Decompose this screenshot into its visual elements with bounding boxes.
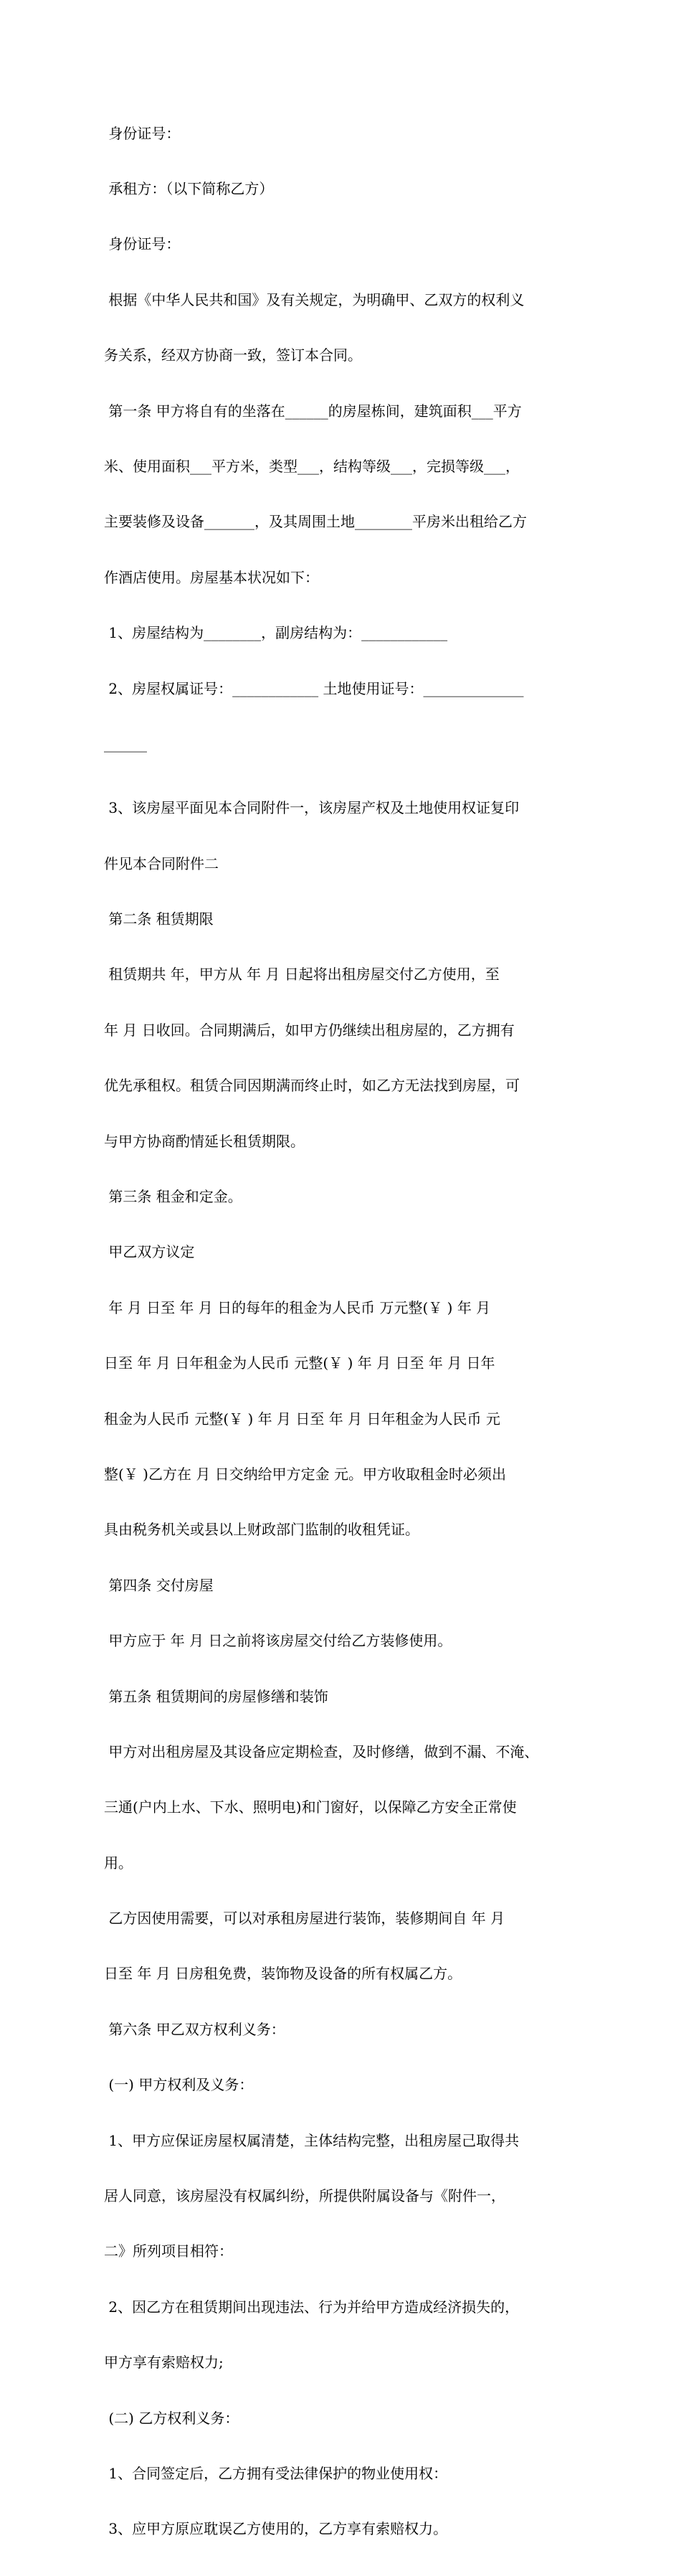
text-line: 优先承租权。租赁合同因期满而终止时，如乙方无法找到房屋，可 bbox=[104, 1077, 520, 1095]
text-line: 件见本合同附件二 bbox=[104, 854, 219, 872]
text-line: 根据《中华人民共和国》及有关规定，为明确甲、乙双方的权利义 bbox=[104, 291, 525, 308]
text-line: 第四条 交付房屋 bbox=[104, 1576, 214, 1594]
text-line: 年 月 日收回。合同期满后，如甲方仍继续出租房屋的，乙方拥有 bbox=[104, 1021, 515, 1039]
text-line: 甲方享有索赔权力; bbox=[104, 2354, 224, 2372]
text-line: 甲方应于 年 月 日之前将该房屋交付给乙方装修使用。 bbox=[104, 1632, 452, 1650]
text-line: 甲方对出租房屋及其设备应定期检查，及时修缮，做到不漏、不淹、 bbox=[104, 1742, 539, 1760]
text-line: 租金为人民币 元整(￥ ) 年 月 日至 年 月 日年租金为人民币 元 bbox=[104, 1410, 500, 1428]
text-line: 3、应甲方原应耽误乙方使用的，乙方享有索赔权力。 bbox=[104, 2520, 448, 2538]
text-line: 居人同意，该房屋没有权属纠纷，所提供附属设备与《附件一， bbox=[104, 2187, 505, 2205]
text-line: 乙方因使用需要，可以对承租房屋进行装饰，装修期间自 年 月 bbox=[104, 1910, 505, 1928]
text-line: 第五条 租赁期间的房屋修缮和装饰 bbox=[104, 1687, 328, 1705]
text-line: 3、该房屋平面见本合同附件一，该房屋产权及土地使用权证复印 bbox=[104, 799, 520, 817]
text-line: 1、房屋结构为________，副房结构为：____________ bbox=[104, 624, 448, 642]
text-line: 作酒店使用。房屋基本状况如下： bbox=[104, 568, 319, 586]
text-line: 主要装修及设备_______，及其周围土地________平房米出租给乙方 bbox=[104, 513, 527, 531]
text-line: 二》所列项目相符： bbox=[104, 2242, 233, 2260]
text-line: 2、房屋权属证号：____________ 土地使用证号：______________ bbox=[104, 679, 524, 697]
text-line: 甲乙双方议定 bbox=[104, 1243, 195, 1261]
text-line: 2、因乙方在租赁期间出现违法、行为并给甲方造成经济损失的， bbox=[104, 2298, 520, 2316]
text-line: 用。 bbox=[104, 1854, 133, 1872]
text-line: 米、使用面积___平方米，类型___，结构等级___，完损等级___， bbox=[104, 457, 520, 475]
text-line: 租赁期共 年，甲方从 年 月 日起将出租房屋交付乙方使用，至 bbox=[104, 966, 500, 983]
text-line: 务关系，经双方协商一致，签订本合同。 bbox=[104, 346, 362, 364]
text-line: 日至 年 月 日房租免费，装饰物及设备的所有权属乙方。 bbox=[104, 1965, 462, 1983]
text-line: 三通(户内上水、下水、照明电)和门窗好，以保障乙方安全正常使 bbox=[104, 1798, 517, 1816]
text-line: (二) 乙方权利义务： bbox=[104, 2409, 239, 2427]
text-line: 日至 年 月 日年租金为人民币 元整(￥ ) 年 月 日至 年 月 日年 bbox=[104, 1354, 495, 1372]
text-line: 第六条 甲乙双方权利义务： bbox=[104, 2020, 285, 2038]
text-line: ______ bbox=[104, 735, 147, 752]
text-line: 第一条 甲方将自有的坐落在______的房屋栋间，建筑面积___平方 bbox=[104, 402, 522, 420]
contract-text bbox=[104, 88, 583, 2576]
contract-page bbox=[104, 88, 583, 2576]
text-line: 1、合同签定后，乙方拥有受法律保护的物业使用权： bbox=[104, 2465, 448, 2482]
text-line: 第三条 租金和定金。 bbox=[104, 1188, 242, 1206]
text-line: 1、甲方应保证房屋权属清楚，主体结构完整，出租房屋己取得共 bbox=[104, 2131, 520, 2149]
text-line: 整(￥ )乙方在 月 日交纳给甲方定金 元。甲方收取租金时必须出 bbox=[104, 1465, 507, 1483]
text-line: (一) 甲方权利及义务： bbox=[104, 2076, 254, 2094]
text-line: 具由税务机关或县以上财政部门监制的收租凭证。 bbox=[104, 1521, 419, 1539]
text-line: 与甲方协商酌情延长租赁期限。 bbox=[104, 1132, 305, 1150]
text-line: 第二条 租赁期限 bbox=[104, 910, 214, 928]
text-line: 承租方：（以下简称乙方） bbox=[104, 179, 274, 197]
text-line: 身份证号： bbox=[104, 124, 181, 142]
text-line: 年 月 日至 年 月 日的每年的租金为人民币 万元整(￥ ) 年 月 bbox=[104, 1298, 491, 1316]
text-line: 身份证号： bbox=[104, 235, 181, 253]
